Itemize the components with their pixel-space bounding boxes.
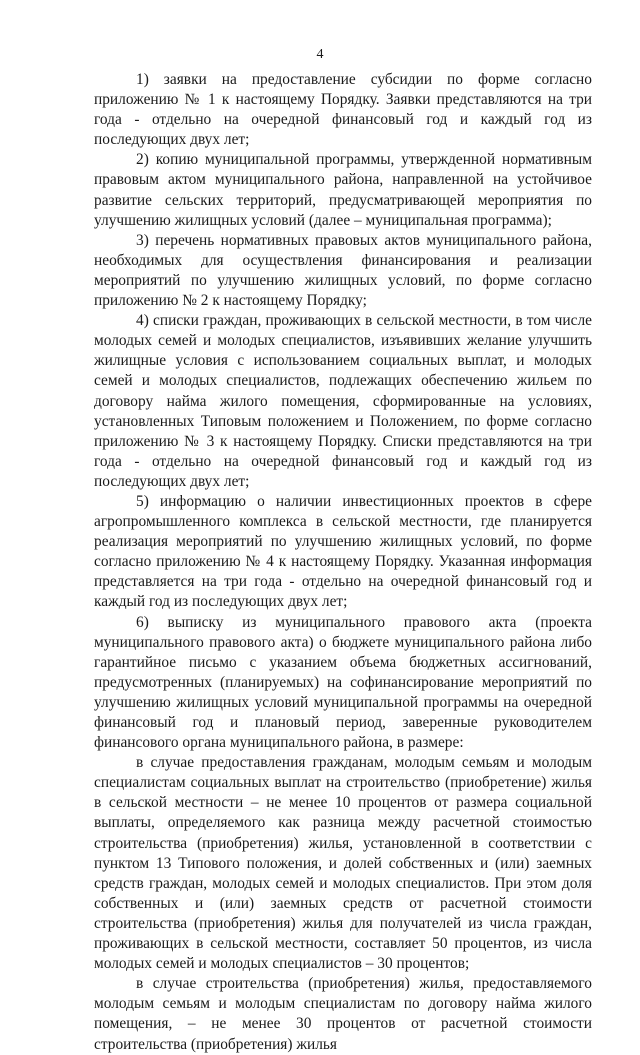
page-number: 4 <box>316 47 324 62</box>
paragraph-item-1-applications: 1) заявки на предоставление субсидии по форме согласно приложению № 1 к настоящему Порядку. Заявки представляются на три года - отдельно на очередной финансовый год и каждый год из последующих двух лет; <box>94 71 592 149</box>
paragraph-item-3-legal-acts-list: 3) перечень нормативных правовых актов муниципального района, необходимых для осуществления финансирования и реализации мероприятий по улучшению жилищных условий, по форме согласно приложению № 2 к настоящему Порядку; <box>94 231 592 310</box>
paragraph-item-4-citizen-lists: 4) списки граждан, проживающих в сельской местности, в том числе молодых семей и молодых специалистов, изъявивших желание улучшить жилищные условия с использованием социальных выплат, и молодых семей и молодых специалистов, подлежащих обеспечению жильем по договору найма жилого помещения, сформированные на условиях, установленных Типовым положением и Положением, по форме согласно приложению № 3 к настоящему Порядку. Списки представляются на три года - отдельно на очередной финансовый год и каждый год из последующих двух лет; <box>94 312 592 490</box>
paragraph-social-payments-case: в случае предоставления гражданам, молодым семьям и молодым специалистам социальных выплат на строительство (приобретение) жилья в сельской местности – не менее 10 процентов от размера социальной выплаты, определяемого как разница между расчетной стоимостью строительства (приобретения) жилья, установленной в соответствии с пунктом 13 Типового положения, и долей собственных и (или) заемных средств граждан, молодых семей и молодых специалистов. При этом доля собственных и (или) заемных средств от расчетной стоимости строительства (приобретения) жилья для получателей из числа граждан, проживающих в сельской местности, составляет 50 процентов, из числа молодых семей и молодых специалистов – 30 процентов; <box>94 754 592 973</box>
paragraph-item-6-budget-extract: 6) выписку из муниципального правового акта (проекта муниципального правового акта) о бюджете муниципального района либо гарантийное письмо с указанием объема бюджетных ассигнований, предусмотренных (планируемых) на софинансирование мероприятий по улучшению жилищных условий муниципальной программы на очередной финансовый год и плановый период, заверенные руководителем финансового органа муниципального района, в размере: <box>94 613 592 752</box>
paragraph-item-5-investment-projects: 5) информацию о наличии инвестиционных проектов в сфере агропромышленного комплекса в сельской местности, где планируется реализация мероприятий по улучшению жилищных условий, по форме согласно приложению № 4 к настоящему Порядку. Указанная информация представляется на три года - отдельно на очередной финансовый год и каждый год из последующих двух лет; <box>94 492 592 611</box>
paragraph-rental-housing-case: в случае строительства (приобретения) жилья, предоставляемого молодым семьям и молодым специалистам по договору найма жилого помещения, – не менее 30 процентов от расчетной стоимости строительства (приобретения) жилья <box>94 975 592 1053</box>
paragraph-item-2-municipal-program: 2) копию муниципальной программы, утвержденной нормативным правовым актом муниципального района, направленной на устойчивое развитие сельских территорий, предусматривающей мероприятия по улучшению жилищных условий (далее – муниципальная программа); <box>94 151 592 229</box>
document-body <box>94 70 592 1055</box>
